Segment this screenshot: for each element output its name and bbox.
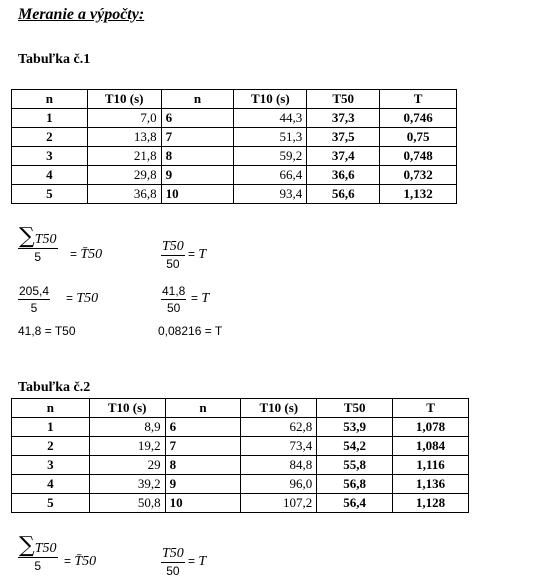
table-row (12, 456, 469, 475)
header-n: n (12, 399, 90, 418)
cell-n: 5 (12, 185, 88, 204)
mean-formula-result: T̄50 (80, 247, 103, 262)
cell-t10: 19,2 (89, 437, 165, 456)
mean-formula-rhs: = T̄50 (64, 554, 97, 569)
t-formula-numerator: T50 (162, 546, 184, 561)
cell-t: 0,75 (380, 128, 457, 147)
cell-n: 7 (161, 128, 234, 147)
header-t50: T50 (317, 399, 393, 418)
sum-value-rhs: = T50 (66, 291, 99, 306)
header-t10: T10 (s) (241, 399, 317, 418)
cell-t: 1,084 (393, 437, 469, 456)
cell-t50: 53,9 (317, 418, 393, 437)
t-value-denominator: 50 (167, 301, 181, 315)
cell-t10: 39,2 (89, 475, 165, 494)
t-value-result: T (201, 291, 210, 306)
cell-t50: 56,4 (317, 494, 393, 513)
table-row (12, 147, 457, 166)
header-n: n (165, 399, 241, 418)
cell-t10: 44,3 (234, 109, 307, 128)
cell-n: 6 (165, 418, 241, 437)
cell-n: 9 (165, 475, 241, 494)
sum-symbol: ∑ (19, 533, 35, 558)
sum-value-fraction (18, 283, 50, 316)
cell-t50: 56,8 (317, 475, 393, 494)
t-formula-numerator: T50 (162, 239, 184, 254)
cell-t10: 21,8 (87, 147, 161, 166)
sum-value-result: T50 (76, 291, 99, 306)
sum-value-numerator: 205,4 (19, 284, 50, 298)
table-row (12, 128, 457, 147)
cell-n: 10 (161, 185, 234, 204)
table1-caption: Tabuľka č.1 (18, 52, 91, 67)
cell-t: 1,116 (393, 456, 469, 475)
table2-header-row (12, 399, 469, 418)
table2 (11, 398, 469, 513)
mean-formula-fraction (18, 224, 58, 265)
cell-t10: 13,8 (87, 128, 161, 147)
cell-t50: 37,3 (307, 109, 380, 128)
cell-n: 2 (12, 437, 90, 456)
cell-n: 10 (165, 494, 241, 513)
cell-t50: 37,5 (307, 128, 380, 147)
mean-formula-numerator: T50 (34, 541, 57, 556)
cell-n: 8 (165, 456, 241, 475)
mean-formula-denominator: 5 (34, 250, 42, 264)
t-value-fraction (161, 283, 186, 316)
cell-t: 1,078 (393, 418, 469, 437)
header-t10: T10 (s) (234, 90, 307, 109)
table-row (12, 166, 457, 185)
cell-n: 4 (12, 166, 88, 185)
header-n: n (12, 90, 88, 109)
cell-t50: 55,8 (317, 456, 393, 475)
cell-t50: 36,6 (307, 166, 380, 185)
table-row (12, 475, 469, 494)
table-row (12, 437, 469, 456)
header-t50: T50 (307, 90, 380, 109)
header-n: n (161, 90, 234, 109)
cell-t: 1,132 (380, 185, 457, 204)
cell-t50: 54,2 (317, 437, 393, 456)
t-formula-fraction (161, 545, 185, 579)
cell-n: 4 (12, 475, 90, 494)
cell-n: 8 (161, 147, 234, 166)
cell-t: 0,746 (380, 109, 457, 128)
t-formula-rhs: = T (188, 554, 207, 569)
header-t: T (393, 399, 469, 418)
t-formula-fraction (161, 238, 185, 272)
t-formula-denominator: 50 (166, 257, 180, 271)
cell-t10: 29 (89, 456, 165, 475)
t-formula-result: T (198, 247, 207, 262)
cell-n: 1 (12, 109, 88, 128)
mean-formula-denominator: 5 (34, 559, 42, 573)
cell-t10: 62,8 (241, 418, 317, 437)
table1-header-row (12, 90, 457, 109)
t-value-numerator: 41,8 (162, 284, 186, 298)
mean-formula-numerator: T50 (34, 232, 57, 247)
cell-t10: 7,0 (87, 109, 161, 128)
cell-t10: 84,8 (241, 456, 317, 475)
cell-t10: 96,0 (241, 475, 317, 494)
cell-t10: 59,2 (234, 147, 307, 166)
header-t10: T10 (s) (87, 90, 161, 109)
cell-t10: 73,4 (241, 437, 317, 456)
sum-symbol: ∑ (19, 224, 35, 249)
cell-t10: 36,8 (87, 185, 161, 204)
cell-n: 5 (12, 494, 90, 513)
cell-n: 7 (165, 437, 241, 456)
cell-t10: 51,3 (234, 128, 307, 147)
t-formula-result: T (198, 554, 207, 569)
table-row (12, 418, 469, 437)
final-t-result: 0,08216 = T (158, 324, 223, 338)
t-formula-denominator: 50 (166, 564, 180, 578)
cell-t: 0,748 (380, 147, 457, 166)
header-t10: T10 (s) (89, 399, 165, 418)
cell-n: 1 (12, 418, 90, 437)
cell-t10: 29,8 (87, 166, 161, 185)
table-row (12, 185, 457, 204)
cell-t10: 107,2 (241, 494, 317, 513)
cell-n: 9 (161, 166, 234, 185)
table1 (11, 89, 457, 204)
mean-formula-rhs: = T̄50 (70, 247, 103, 262)
final-mean-result: 41,8 = T50 (18, 324, 76, 338)
table2-caption: Tabuľka č.2 (18, 380, 91, 395)
mean-formula-fraction (18, 533, 58, 574)
cell-t: 0,732 (380, 166, 457, 185)
header-t: T (380, 90, 457, 109)
table-row (12, 109, 457, 128)
section-heading: Meranie a výpočty: (18, 6, 145, 23)
cell-t50: 56,6 (307, 185, 380, 204)
cell-t50: 37,4 (307, 147, 380, 166)
table-row (12, 494, 469, 513)
t-value-rhs: = T (191, 291, 210, 306)
cell-t10: 66,4 (234, 166, 307, 185)
cell-n: 3 (12, 456, 90, 475)
cell-t10: 93,4 (234, 185, 307, 204)
cell-t: 1,136 (393, 475, 469, 494)
cell-n: 6 (161, 109, 234, 128)
cell-n: 3 (12, 147, 88, 166)
cell-n: 2 (12, 128, 88, 147)
cell-t10: 50,8 (89, 494, 165, 513)
mean-formula-result: T̄50 (74, 554, 97, 569)
t-formula-rhs: = T (188, 247, 207, 262)
cell-t: 1,128 (393, 494, 469, 513)
sum-value-denominator: 5 (30, 301, 38, 315)
cell-t10: 8,9 (89, 418, 165, 437)
